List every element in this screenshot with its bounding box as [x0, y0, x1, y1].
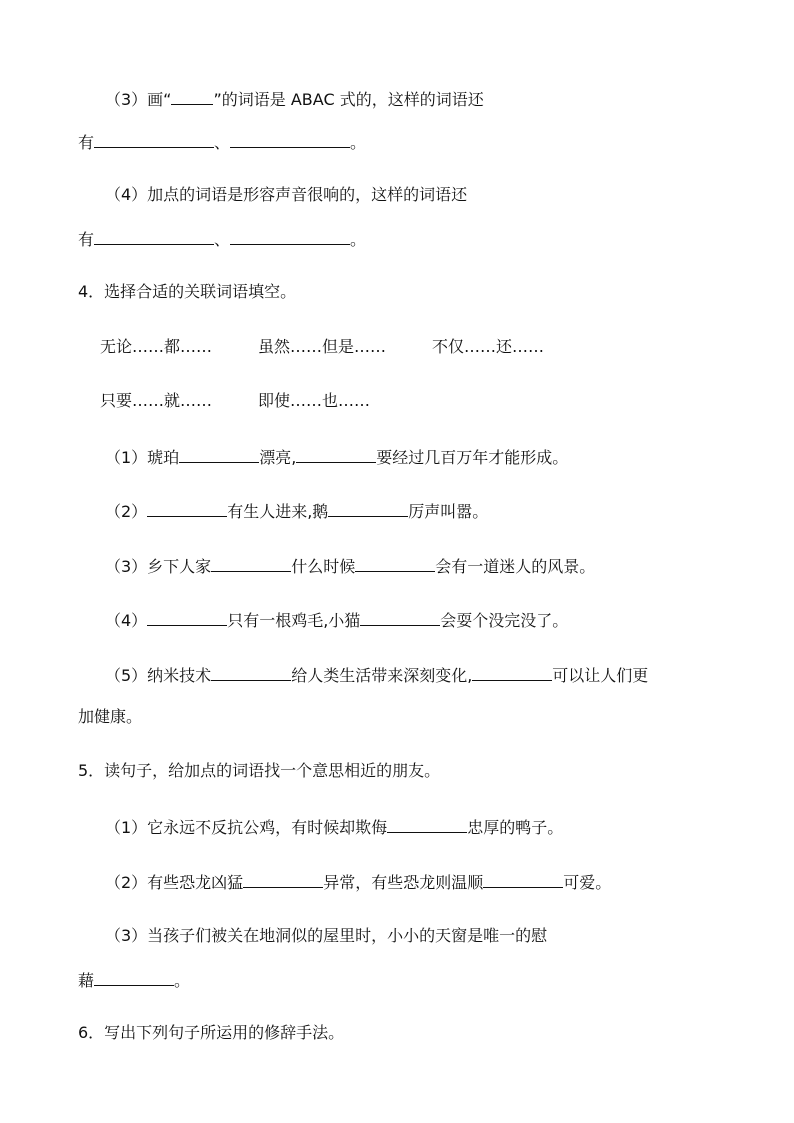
q6-title: 6．写出下列句子所运用的修辞手法。	[78, 1023, 345, 1042]
answer-blank[interactable]	[230, 131, 350, 148]
q3-sub3-text-a: （3）画“	[105, 90, 172, 109]
option: 只要……就……	[100, 391, 213, 410]
item-text: 藉	[78, 971, 95, 990]
item-text: 漂亮,	[259, 448, 297, 467]
separator: 、	[214, 133, 231, 152]
answer-blank[interactable]	[94, 969, 174, 986]
answer-blank[interactable]	[171, 88, 213, 105]
item-text: （5）纳米技术	[105, 666, 212, 685]
q4-options-row1	[100, 337, 544, 359]
item-text: 忠厚的鸭子。	[467, 818, 564, 837]
q4-item-5-cont: 加健康。	[78, 707, 143, 726]
item-text: （3）乡下人家	[105, 557, 212, 576]
q5-title: 5．读句子，给加点的词语找一个意思相近的朋友。	[78, 761, 441, 780]
item-text: 厉声叫嚣。	[408, 502, 489, 521]
answer-blank[interactable]	[472, 664, 552, 681]
item-text: 可爱。	[563, 873, 612, 892]
item-text: 给人类生活带来深刻变化,	[291, 666, 473, 685]
answer-blank[interactable]	[94, 228, 214, 245]
item-text: （1）它永远不反抗公鸡，有时候却欺侮	[105, 818, 388, 837]
q3-sub3-line1	[105, 88, 484, 110]
item-text: （1）琥珀	[105, 448, 180, 467]
q3-sub4-text-c: 有	[78, 230, 95, 249]
q3-sub4-line1	[105, 185, 467, 207]
item-text: 。	[174, 971, 191, 990]
item-text: 什么时候	[291, 557, 356, 576]
item-text: （4）	[105, 611, 148, 630]
answer-blank[interactable]	[94, 131, 214, 148]
q3-sub3-text-c: 有	[78, 133, 95, 152]
answer-blank[interactable]	[296, 446, 376, 463]
item-text: 可以让人们更	[552, 666, 649, 685]
answer-blank[interactable]	[147, 500, 227, 517]
q3-sub3-text-b: ”的词语是 ABAC 式的，这样的词语还	[213, 90, 484, 109]
item-text: （2）有些恐龙凶猛	[105, 873, 244, 892]
answer-blank[interactable]	[230, 228, 350, 245]
q3-sub4-line2	[78, 228, 366, 250]
item-text: 异常，有些恐龙则温顺	[323, 873, 484, 892]
q3-sub3-line2	[78, 131, 366, 153]
answer-blank[interactable]	[211, 555, 291, 572]
answer-blank[interactable]	[360, 609, 440, 626]
q5-item-2	[105, 871, 611, 893]
q4-item-1	[105, 446, 568, 468]
item-text: 有生人进来,鹅	[227, 502, 329, 521]
option: 不仅……还……	[432, 337, 545, 356]
q4-title: 4．选择合适的关联词语填空。	[78, 282, 297, 301]
q4-item-4	[105, 609, 568, 631]
q4-item-5	[105, 664, 648, 686]
separator: 、	[214, 230, 231, 249]
item-text: 要经过几百万年才能形成。	[376, 448, 569, 467]
q4-options-row2	[100, 391, 370, 413]
answer-blank[interactable]	[328, 500, 408, 517]
q3-sub4-text-a: （4）加点的词语是形容声音很响的，这样的词语还	[105, 185, 468, 204]
item-text: （3）当孩子们被关在地洞似的屋里时，小小的天窗是唯一的慰	[105, 926, 548, 945]
answer-blank[interactable]	[387, 816, 467, 833]
option: 虽然……但是……	[258, 337, 387, 356]
q5-item-3	[105, 926, 547, 948]
option: 即使……也……	[258, 391, 371, 410]
item-text: （2）	[105, 502, 148, 521]
answer-blank[interactable]	[243, 871, 323, 888]
period: 。	[350, 230, 367, 249]
q5-item-1	[105, 816, 563, 838]
answer-blank[interactable]	[211, 664, 291, 681]
answer-blank[interactable]	[355, 555, 435, 572]
period: 。	[350, 133, 367, 152]
item-text: 会耍个没完没了。	[440, 611, 569, 630]
item-text: 只有一根鸡毛,小猫	[227, 611, 361, 630]
q4-item-2	[105, 500, 488, 522]
answer-blank[interactable]	[147, 609, 227, 626]
option: 无论……都……	[100, 337, 213, 356]
answer-blank[interactable]	[179, 446, 259, 463]
answer-blank[interactable]	[483, 871, 563, 888]
q4-item-3	[105, 555, 595, 577]
q5-item-3-cont	[78, 969, 190, 991]
item-text: 会有一道迷人的风景。	[435, 557, 596, 576]
